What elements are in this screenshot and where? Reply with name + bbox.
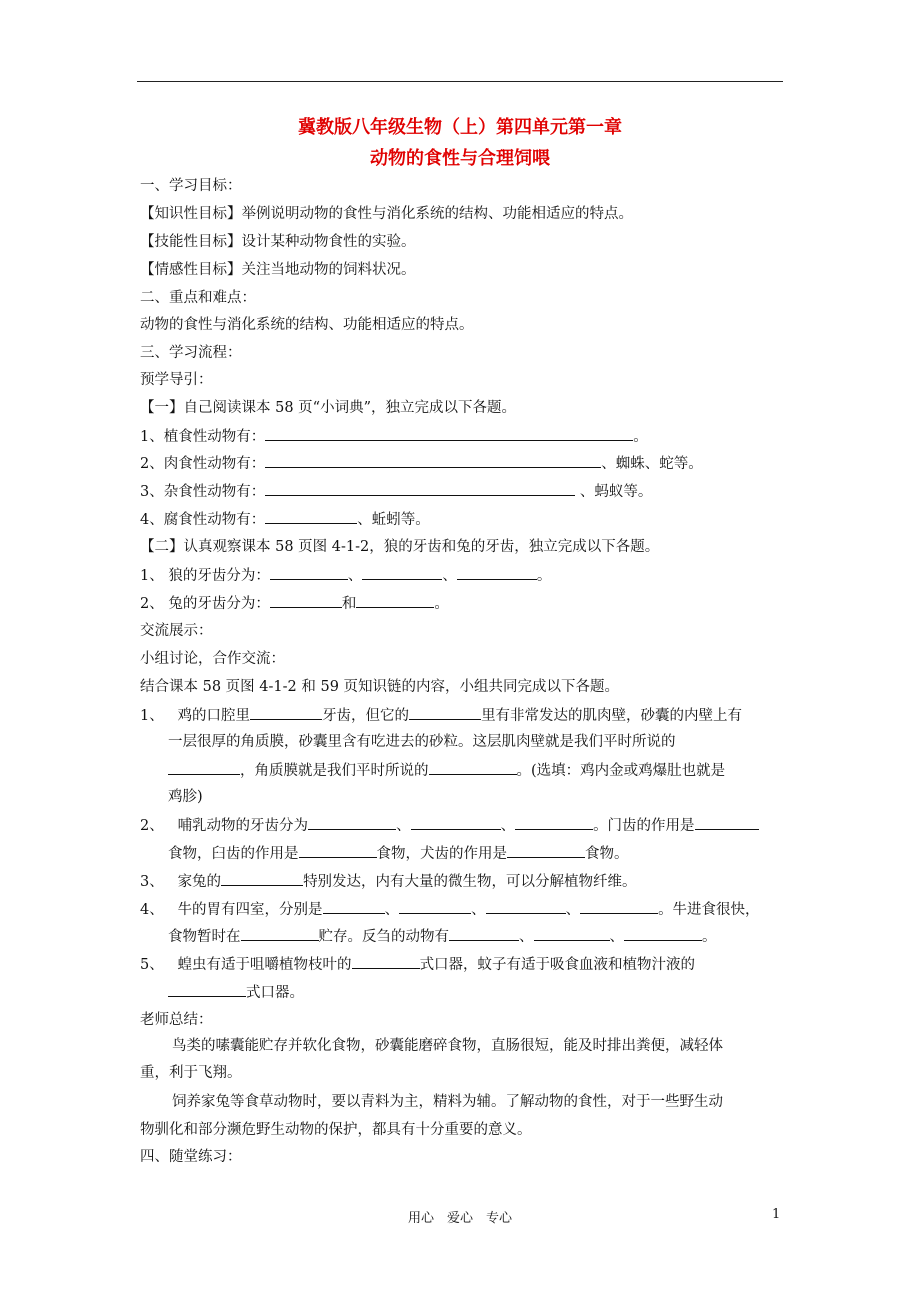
question-saprophage: 4、腐食性动物有： 、蚯蚓等。 <box>140 509 430 530</box>
page-number: 1 <box>772 1207 781 1222</box>
summary-paragraph: 饲养家兔等食草动物时，要以青料为主，精料为辅。了解动物的食性，对于一些野生动 <box>172 1094 723 1110</box>
question-label: 1、植食性动物有： <box>140 429 266 445</box>
question-label: 4、腐食性动物有： <box>140 512 266 528</box>
answer-blank[interactable] <box>399 899 471 914</box>
document-subtitle: 动物的食性与合理饲喂 <box>370 148 550 169</box>
header-rule <box>137 81 783 82</box>
question-label: 2、肉食性动物有： <box>140 456 266 472</box>
answer-blank[interactable] <box>411 815 501 830</box>
section-heading: 三、学习流程： <box>140 345 242 361</box>
answer-blank[interactable] <box>356 593 434 608</box>
summary-paragraph-cont: 物驯化和部分濒危野生动物的保护，都具有十分重要的意义。 <box>140 1122 532 1138</box>
group-question-5-cont: 式口器。 <box>168 982 304 1003</box>
section-heading: 四、随堂练习： <box>140 1149 242 1165</box>
answer-blank[interactable] <box>486 899 566 914</box>
objective-knowledge: 【知识性目标】举例说明动物的食性与消化系统的结构、功能相适应的特点。 <box>140 206 633 222</box>
part2-intro: 【二】认真观察课本 58 页图 4-1-2，狼的牙齿和兔的牙齿，独立完成以下各题。 <box>140 539 660 555</box>
objective-emotion: 【情感性目标】关注当地动物的饲料状况。 <box>140 262 416 278</box>
answer-blank[interactable] <box>507 843 585 858</box>
question-carnivore: 2、肉食性动物有： 、蜘蛛、蛇等。 <box>140 453 703 474</box>
subheading-group: 小组讨论，合作交流： <box>140 651 285 667</box>
key-points-text: 动物的食性与消化系统的结构、功能相适应的特点。 <box>140 317 474 333</box>
answer-blank[interactable] <box>168 760 240 775</box>
answer-blank[interactable] <box>265 453 601 468</box>
question-wolf-teeth: 1、 狼的牙齿分为： 、 、 。 <box>140 565 551 586</box>
answer-blank[interactable] <box>241 926 319 941</box>
group-question-4-cont: 食物暂时在 贮存。反刍的动物有 、 、 。 <box>168 926 717 947</box>
answer-blank[interactable] <box>299 843 377 858</box>
question-herbivore: 1、植食性动物有： 。 <box>140 426 648 447</box>
answer-blank[interactable] <box>308 815 396 830</box>
answer-blank[interactable] <box>534 926 610 941</box>
group-question-1-cont: 一层很厚的角质膜，砂囊里含有吃进去的砂粒。这层肌肉壁就是我们平时所说的 <box>168 734 676 750</box>
answer-blank[interactable] <box>221 871 303 886</box>
group-question-2: 2、 哺乳动物的牙齿分为 、 、 。门齿的作用是 <box>140 815 759 836</box>
group-question-5: 5、 蝗虫有适于咀嚼植物枝叶的 式口器，蚊子有适于吸食血液和植物汁液的 <box>140 954 695 975</box>
group-instruction: 结合课本 58 页图 4-1-2 和 59 页知识链的内容，小组共同完成以下各题。 <box>140 679 620 695</box>
answer-blank[interactable] <box>265 426 633 441</box>
question-label: 3、杂食性动物有： <box>140 484 266 500</box>
page-footer: 用心 爱心 专心 <box>407 1211 512 1226</box>
objective-skill: 【技能性目标】设计某种动物食性的实验。 <box>140 234 416 250</box>
answer-blank[interactable] <box>168 982 246 997</box>
section-heading: 二、重点和难点： <box>140 290 256 306</box>
group-question-3: 3、 家兔的 特别发达，内有大量的微生物，可以分解植物纤维。 <box>140 871 637 892</box>
answer-blank[interactable] <box>270 565 348 580</box>
subheading-teacher-summary: 老师总结： <box>140 1012 213 1028</box>
section-heading: 一、学习目标： <box>140 178 242 194</box>
answer-blank[interactable] <box>580 899 658 914</box>
answer-blank[interactable] <box>265 481 575 496</box>
answer-blank[interactable] <box>323 899 385 914</box>
answer-blank[interactable] <box>409 705 481 720</box>
answer-blank[interactable] <box>695 815 759 830</box>
answer-blank[interactable] <box>515 815 593 830</box>
question-rabbit-teeth: 2、 兔的牙齿分为： 和 。 <box>140 593 449 614</box>
answer-blank[interactable] <box>362 565 442 580</box>
answer-blank[interactable] <box>352 954 420 969</box>
group-question-1: 1、 鸡的口腔里 牙齿，但它的 里有非常发达的肌肉壁，砂囊的内壁上有 <box>140 705 742 726</box>
group-question-1-cont: 鸡胗) <box>168 789 203 805</box>
question-omnivore: 3、杂食性动物有： 、蚂蚁等。 <box>140 481 652 502</box>
answer-blank[interactable] <box>265 509 357 524</box>
document-title: 冀教版八年级生物（上）第四单元第一章 <box>298 117 622 138</box>
summary-paragraph: 鸟类的嗉囊能贮存并软化食物，砂囊能磨碎食物，直肠很短，能及时排出粪便，减轻体 <box>172 1038 723 1054</box>
answer-blank[interactable] <box>457 565 537 580</box>
summary-paragraph-cont: 重，利于飞翔。 <box>140 1065 242 1081</box>
answer-blank[interactable] <box>250 705 322 720</box>
part1-intro: 【一】自己阅读课本 58 页“小词典”，独立完成以下各题。 <box>140 400 516 416</box>
subheading-preview: 预学导引： <box>140 372 213 388</box>
answer-blank[interactable] <box>429 760 517 775</box>
group-question-1-cont: ，角质膜就是我们平时所说的 。(选填：鸡内金或鸡爆肚也就是 <box>168 760 725 781</box>
subheading-exchange: 交流展示： <box>140 623 213 639</box>
group-question-2-cont: 食物，臼齿的作用是 食物，犬齿的作用是 食物。 <box>168 843 629 864</box>
answer-blank[interactable] <box>449 926 519 941</box>
answer-blank[interactable] <box>270 593 342 608</box>
answer-blank[interactable] <box>624 926 702 941</box>
group-question-4: 4、 牛的胃有四室，分别是 、 、 、 。牛进食很快， <box>140 899 760 920</box>
